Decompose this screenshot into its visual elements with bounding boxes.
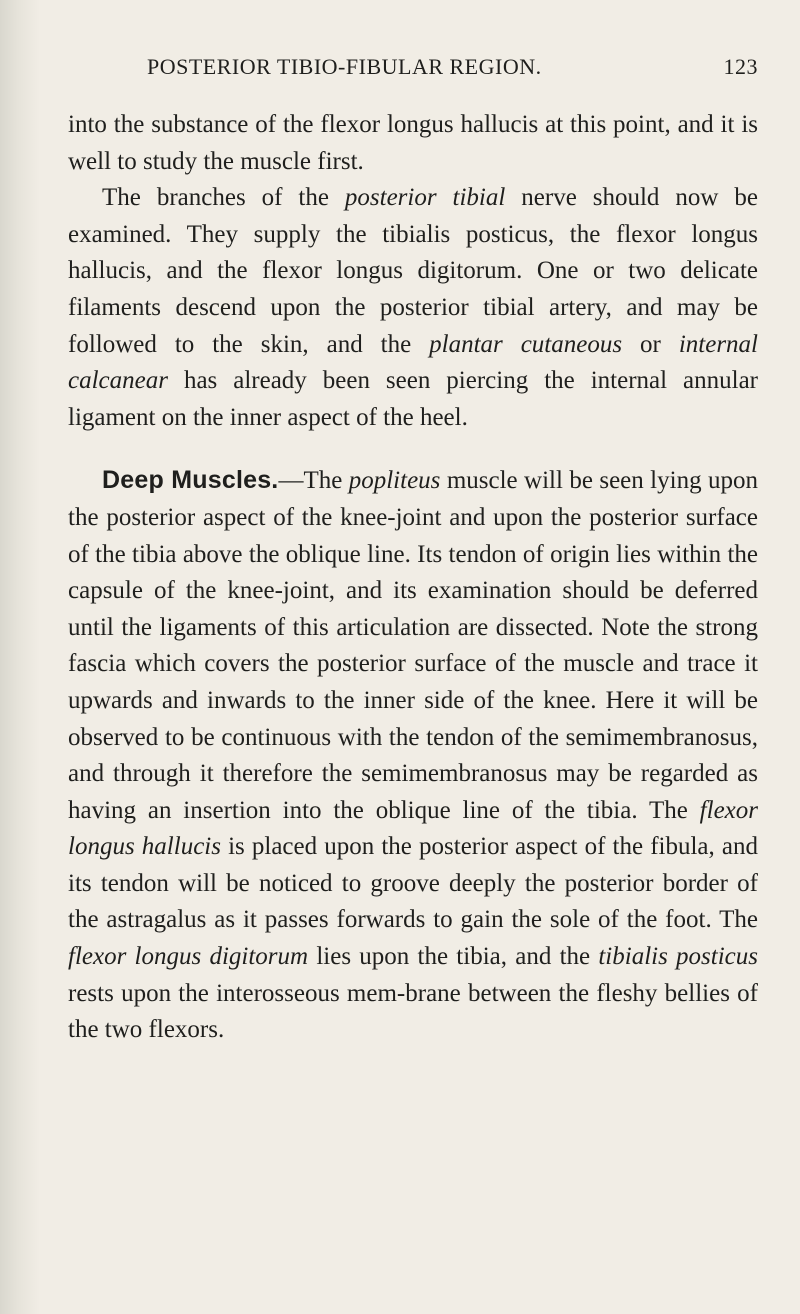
page-gutter-shadow xyxy=(0,0,40,1314)
paragraph-deep-muscles: Deep Muscles.—The popliteus muscle will be seen lying upon the posterior aspect of the knee-joint and upon the posterior surface of the tibia above the oblique line. Its tendon of origin lies within the capsule of the knee-joint, and its examination should be deferred until the ligaments of this articulation are dissected. Note the strong fascia which covers the posterior surface of the muscle and trace it upwards and inwards to the inner side of the knee. Here it will be observed to be continuous with the tendon of the semimembranosus, and through it therefore the semimembranosus may be regarded as having an insertion into the oblique line of the tibia. The flexor longus hallucis is placed upon the posterior aspect of the fibula, and its tendon will be noticed to groove deeply the posterior border of the astragalus as it passes forwards to gain the sole of the foot. The flexor longus digitorum lies upon the tibia, and the tibialis posticus rests upon the interosseous mem-brane between the fleshy bellies of the two flexors. xyxy=(68,466,759,1044)
paragraph-continuation: into the substance of the flexor longus hallucis at this point, and it is well to study the muscle first. xyxy=(68,111,758,175)
running-title: POSTERIOR TIBIO-FIBULAR REGION. xyxy=(147,54,542,79)
paragraph-posterior-tibial-nerve: The branches of the posterior tibial nerve should now be examined. They supply the tibialis posticus, the flexor longus hallucis, and the flexor longus digitorum. One or two delicate filaments descend upon the posterior tibial artery, and may be followed to the skin, and the plantar cutaneous or internal calcanear has already been seen piercing the internal annular ligament on the inner aspect of the heel. xyxy=(68,184,758,431)
italic-term: internal calcanear xyxy=(68,330,758,395)
running-header xyxy=(68,54,758,94)
italic-term: tibialis posticus xyxy=(598,943,759,971)
italic-term: popliteus xyxy=(348,467,441,495)
italic-term: plantar cutaneous xyxy=(429,330,623,358)
page-number: 123 xyxy=(723,54,758,79)
italic-term: flexor longus digitorum xyxy=(68,943,309,971)
book-page xyxy=(68,54,758,1049)
italic-term: flexor longus hallucis xyxy=(68,796,758,861)
section-heading: Deep Muscles. xyxy=(102,466,279,495)
italic-term: posterior tibial xyxy=(344,184,506,212)
body-text xyxy=(68,107,758,1049)
